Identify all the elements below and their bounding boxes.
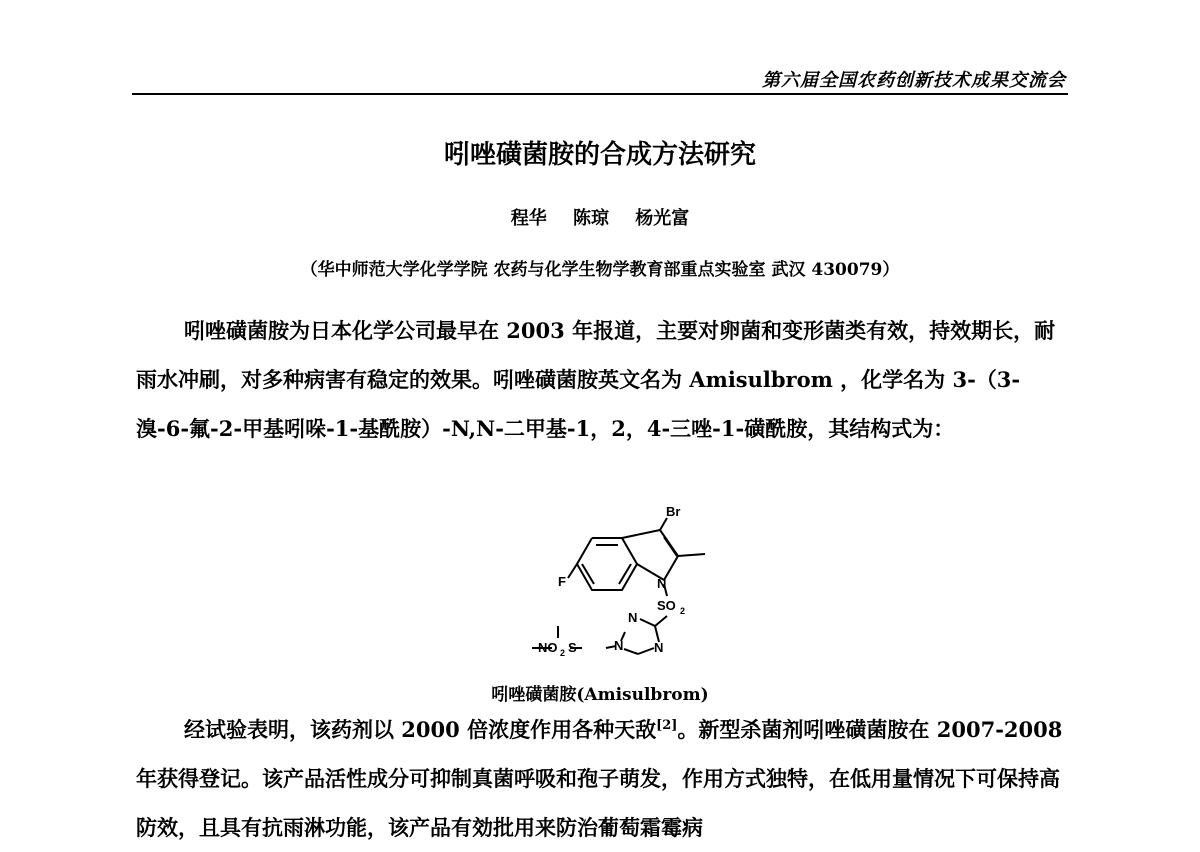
author-name: 程华 xyxy=(510,208,547,229)
header-rule xyxy=(132,93,1068,95)
citation-ref: [2] xyxy=(656,718,678,733)
atom-label: N xyxy=(657,576,667,591)
chemical-structure xyxy=(530,498,730,670)
atom-label: 2 xyxy=(680,606,686,616)
author-list xyxy=(0,204,1200,230)
figure-caption: 吲唑磺菌胺(Amisulbrom) xyxy=(491,685,709,705)
affiliation: （华中师范大学化学学院 农药与化学生物学教育部重点实验室 武汉 430079） xyxy=(300,260,900,280)
body-paragraph xyxy=(136,705,1064,852)
atom-label: F xyxy=(558,574,566,589)
atom-label: SO xyxy=(657,598,676,613)
body-paragraph: 吲唑磺菌胺为日本化学公司最早在 2003 年报道，主要对卵菌和变形菌类有效，持效期长，耐雨水冲刷，对多种病害有稳定的效果。吲唑磺菌胺英文名为 Amisulbrom ，化学名为 3-（3-溴-6-氟-2-甲基吲哚-1-基酰胺）-N,N-二甲基-1，2，4-三唑-1-磺酰胺，其结构式为： xyxy=(136,318,1056,441)
author-name: 陈琼 xyxy=(573,208,609,229)
atom-label: N xyxy=(614,638,624,653)
paragraph-text: 经试验表明，该药剂以 2000 倍浓度作用各种天敌 xyxy=(184,717,657,742)
atom-label: S xyxy=(568,640,577,655)
atom-label: N xyxy=(654,640,664,655)
running-header: 第六届全国农药创新技术成果交流会 xyxy=(762,70,1066,91)
atom-label: NO xyxy=(538,640,558,655)
atom-label: Br xyxy=(666,504,681,519)
author-name: 杨光富 xyxy=(635,208,690,229)
paper-title: 吲唑磺菌胺的合成方法研究 xyxy=(443,140,756,170)
atom-label: N xyxy=(628,610,638,625)
paragraph-text: 。新型杀菌剂吲唑磺菌胺在 2007-2008 年获得登记。该产品活性成分可抑制真菌呼吸和孢子萌发，作用方式独特，在低用量情况下可保持高防效，且具有抗雨淋功能，该产品有効批用来防治葡萄霜霉病 xyxy=(136,717,1063,840)
atom-label: 2 xyxy=(560,648,566,658)
